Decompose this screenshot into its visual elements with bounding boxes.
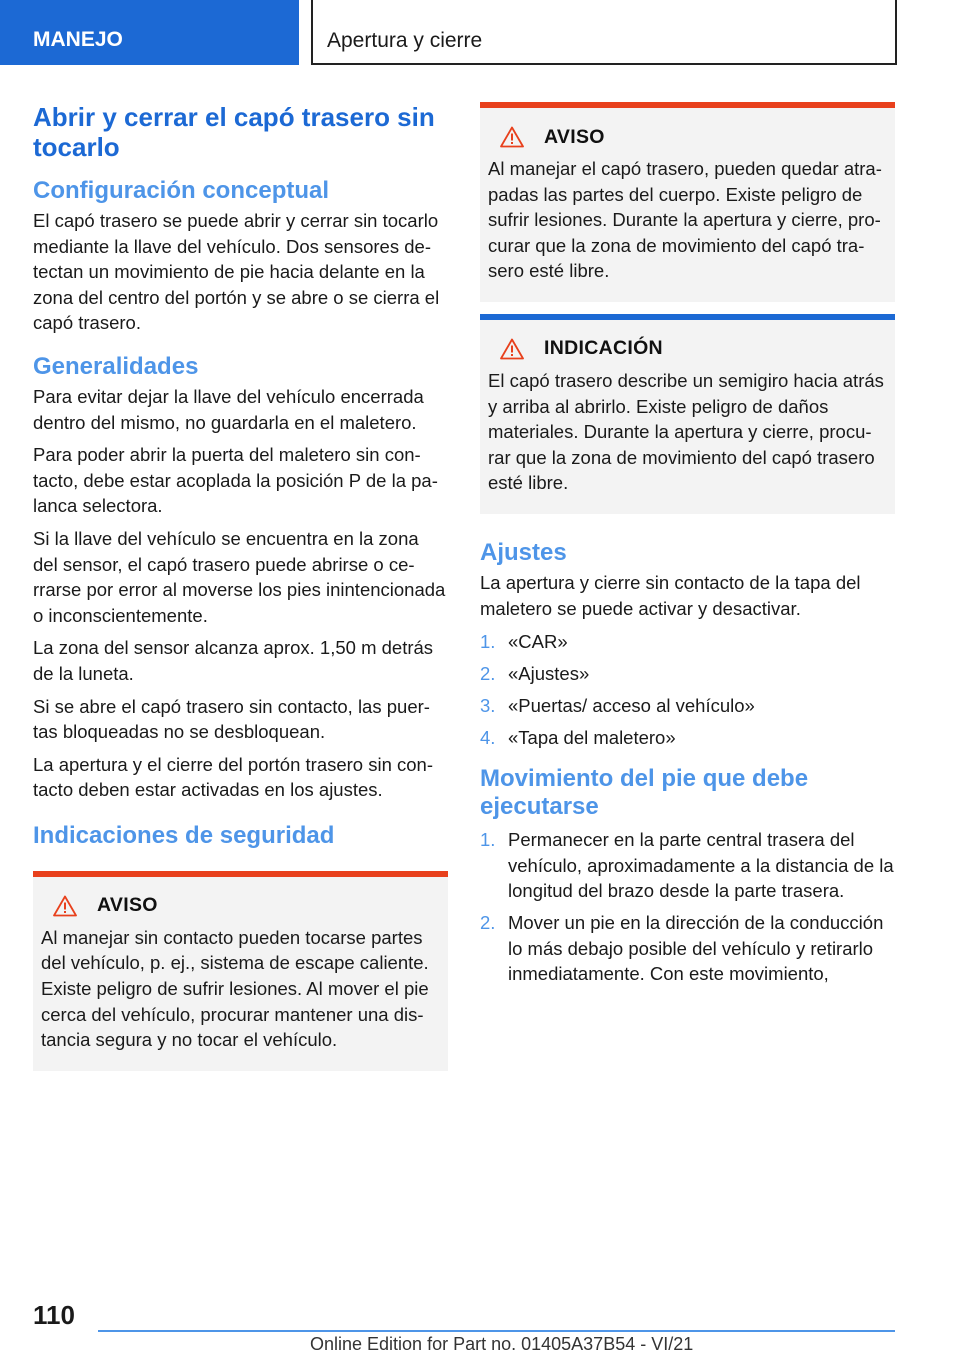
right-column bbox=[480, 102, 895, 994]
notice-box bbox=[480, 314, 895, 514]
heading-movement: Movimiento del pie que debe ejecutarse bbox=[480, 765, 809, 820]
left-column bbox=[33, 102, 448, 1071]
footer-divider bbox=[98, 1330, 895, 1332]
footer-edition: Online Edition for Part no. 01405A37B54 - VI/21 bbox=[310, 1334, 694, 1354]
warning-box-title: AVISO bbox=[97, 894, 158, 917]
header-section-label: MANEJO bbox=[33, 28, 123, 51]
header-section-tab bbox=[0, 0, 299, 65]
paragraph-general-5: Si se abre el capó trasero sin contacto, las puertas bloqueadas no se desbloquean. bbox=[33, 695, 430, 743]
paragraph-general-2: Para poder abrir la puerta del maletero sin contacto, debe estar acoplada la posición P de la palanca selectora. bbox=[33, 444, 438, 517]
list-item bbox=[480, 693, 895, 719]
page-number: 110 bbox=[33, 1300, 75, 1330]
step-number: 1. bbox=[480, 631, 496, 653]
notice-box-text: El capó trasero describe un semigiro hacia atrás y arriba al abrirlo. Existe peligro de daños materiales. Durante la apertura y cierre, procurar que la zona de movimiento del capó trasero esté libre. bbox=[488, 369, 884, 494]
warning-box bbox=[480, 102, 895, 302]
paragraph-general-6: La apertura y el cierre del portón trasero sin contacto deben estar activadas en los ajustes. bbox=[33, 753, 434, 801]
warning-triangle-icon bbox=[53, 895, 77, 917]
heading-concept: Configuración conceptual bbox=[33, 177, 330, 204]
step-text: Permanecer en la parte central trasera del vehículo, aproximadamente a la distancia de la longitud del brazo desde la parte trasera. bbox=[508, 829, 894, 902]
paragraph-settings: La apertura y cierre sin contacto de la tapa del maletero se puede activar y desactivar. bbox=[480, 571, 861, 619]
settings-steps-list bbox=[480, 629, 895, 751]
step-number: 2. bbox=[480, 663, 496, 685]
step-text: «CAR» bbox=[508, 631, 568, 653]
header-chapter-label: Apertura y cierre bbox=[327, 29, 483, 52]
list-item bbox=[480, 661, 895, 687]
warning-box-header bbox=[53, 893, 440, 919]
warning-box-header bbox=[500, 124, 887, 150]
step-number: 1. bbox=[480, 829, 496, 850]
heading-settings: Ajustes bbox=[480, 538, 567, 566]
list-item bbox=[480, 629, 895, 655]
warning-box-text: Al manejar el capó trasero, pueden quedar atrapadas las partes del cuerpo. Existe peligro de sufrir lesiones. Durante la apertura y cierre, procurar que la zona de movimiento del capó trasero esté libre. bbox=[488, 158, 882, 282]
paragraph-general-4: La zona del sensor alcanza aprox. 1,50 m detrás de la luneta. bbox=[33, 637, 434, 684]
paragraph-general-3: Si la llave del vehículo se encuentra en la zona del sensor, el capó trasero puede abrirse o cerrarse por error al moverse los pies inintencionada o inconscientemente. bbox=[33, 527, 446, 626]
paragraph-general-1: Para evitar dejar la llave del vehículo encerrada dentro del mismo, no guardarla en el maletero. bbox=[33, 385, 424, 433]
notice-box-header bbox=[500, 336, 887, 362]
step-number: 3. bbox=[480, 695, 496, 717]
notice-box-title: INDICACIÓN bbox=[544, 337, 663, 360]
step-text: «Ajustes» bbox=[508, 663, 590, 685]
warning-box bbox=[33, 871, 448, 1071]
warning-box-title: AVISO bbox=[544, 125, 605, 148]
step-text: Mover un pie en la dirección de la conducción lo más debajo posible del vehículo y retirarlo inmediatamente. Con este movimiento, bbox=[508, 912, 884, 985]
step-text: «Tapa del maletero» bbox=[508, 727, 676, 749]
movement-steps-list bbox=[480, 827, 895, 987]
header-chapter-box bbox=[311, 0, 897, 65]
heading-safety: Indicaciones de seguridad bbox=[33, 821, 335, 849]
list-item bbox=[480, 725, 895, 751]
warning-triangle-icon bbox=[500, 338, 524, 360]
paragraph-concept: El capó trasero se puede abrir y cerrar sin tocarlo mediante la llave del vehículo. Dos sensores detectan un movimiento de pie hacia delante en la zona del centro del portón y se abre o se cierra el capó trasero. bbox=[33, 210, 440, 334]
list-item bbox=[480, 827, 895, 904]
step-number: 4. bbox=[480, 727, 496, 749]
warning-triangle-icon bbox=[500, 126, 524, 148]
list-item bbox=[480, 910, 895, 987]
step-text: «Puertas/ acceso al vehículo» bbox=[508, 695, 755, 717]
heading-general: Generalidades bbox=[33, 352, 199, 380]
warning-box-text: Al manejar sin contacto pueden tocarse partes del vehículo, p. ej., sistema de escape caliente. Existe peligro de sufrir lesiones. Al mover el pie cerca del vehículo, procurar mantener una distancia segura y no tocar el vehículo. bbox=[41, 926, 429, 1051]
step-number: 2. bbox=[480, 912, 496, 934]
page-title: Abrir y cerrar el capó trasero sin tocarlo bbox=[33, 102, 435, 162]
